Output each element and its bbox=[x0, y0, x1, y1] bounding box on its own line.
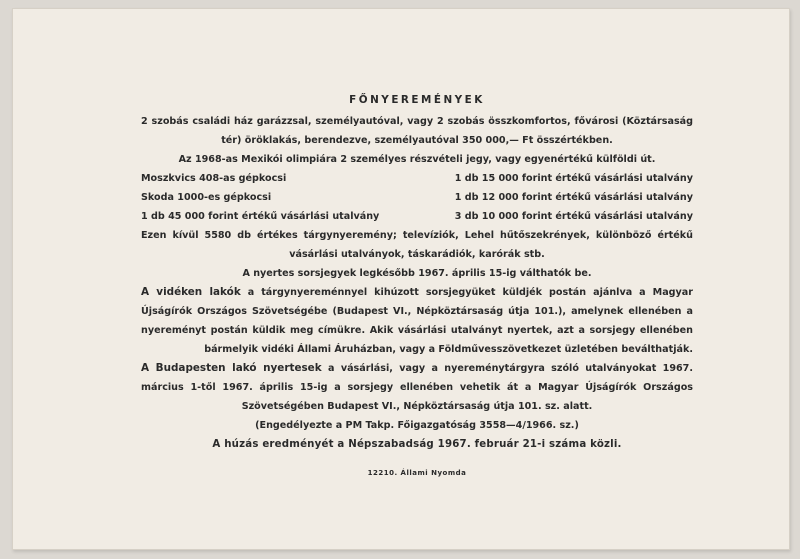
rural-winners-paragraph bbox=[141, 283, 693, 359]
prize-left: Moszkvics 408-as gépkocsi bbox=[141, 173, 287, 184]
rural-winners-lead: A vidéken lakók bbox=[141, 286, 241, 298]
prize-right: 1 db 12 000 forint értékű vásárlási utalvány bbox=[454, 192, 693, 203]
draw-result-notice: A húzás eredményét a Népszabadság 1967. február 21-i száma közli. bbox=[212, 439, 622, 450]
prize-right: 3 db 10 000 forint értékű vásárlási utalvány bbox=[454, 211, 693, 222]
prize-row bbox=[141, 207, 693, 226]
rural-winners-text: a tárgynyereménnyel kihúzott sorsjegyüket küldjék postán ajánlva a Magyar Újságírók Országos Szövetségébe (Budapest VI., Népköztársaság útja 101.), amelynek ellenében a nyereményt postán küldik meg címükre. Akik vásárlási utalványt nyertek, azt a sorsjegy ellenében bármelyik vidéki Állami Áruházban, vagy a Földművesszövetkezet üzletében beválthatják. bbox=[141, 287, 693, 355]
prize-row bbox=[141, 169, 693, 188]
page-title: FŐNYEREMÉNYEK bbox=[349, 94, 485, 106]
prize-left: Skoda 1000-es gépkocsi bbox=[141, 192, 272, 203]
prize-right: 1 db 15 000 forint értékű vásárlási utalvány bbox=[454, 173, 693, 184]
olympics-prize-line: Az 1968-as Mexikói olimpiára 2 személyes részvételi jegy, vagy egyenértékű külföldi út. bbox=[178, 154, 656, 165]
main-prize-paragraph: 2 szobás családi ház garázzsal, személyautóval, vagy 2 szobás összkomfortos, fővárosi (Köztársaság tér) öröklakás, berendezve, személyautóval 350 000,— Ft összértékben. bbox=[141, 116, 693, 146]
prize-list-text bbox=[141, 91, 693, 483]
budapest-winners-lead: A Budapesten lakó nyertesek bbox=[141, 362, 322, 374]
permit-line: (Engedélyezte a PM Takp. Főigazgatóság 3558—4/1966. sz.) bbox=[255, 420, 579, 431]
prize-row bbox=[141, 188, 693, 207]
budapest-winners-text: a vásárlási, vagy a nyereménytárgyra szóló utalványokat 1967. március 1-től 1967. április 15-ig a sorsjegy ellenében vehetik át a Magyar Újságírók Országos Szövetségében Budapest VI., Népköztársaság útja 101. sz. alatt. bbox=[141, 363, 693, 412]
printer-imprint: 12210. Állami Nyomda bbox=[367, 469, 467, 477]
redemption-deadline: A nyertes sorsjegyek legkésőbb 1967. április 15-ig válthatók be. bbox=[242, 268, 592, 279]
ticket-back-sheet bbox=[12, 8, 790, 550]
other-prizes-paragraph: Ezen kívül 5580 db értékes tárgynyeremény; televíziók, Lehel hűtőszekrények, különböző értékű vásárlási utalványok, táskarádiók, karórák stb. bbox=[141, 230, 693, 260]
budapest-winners-paragraph bbox=[141, 359, 693, 416]
prize-left: 1 db 45 000 forint értékű vásárlási utalvány bbox=[141, 211, 380, 222]
